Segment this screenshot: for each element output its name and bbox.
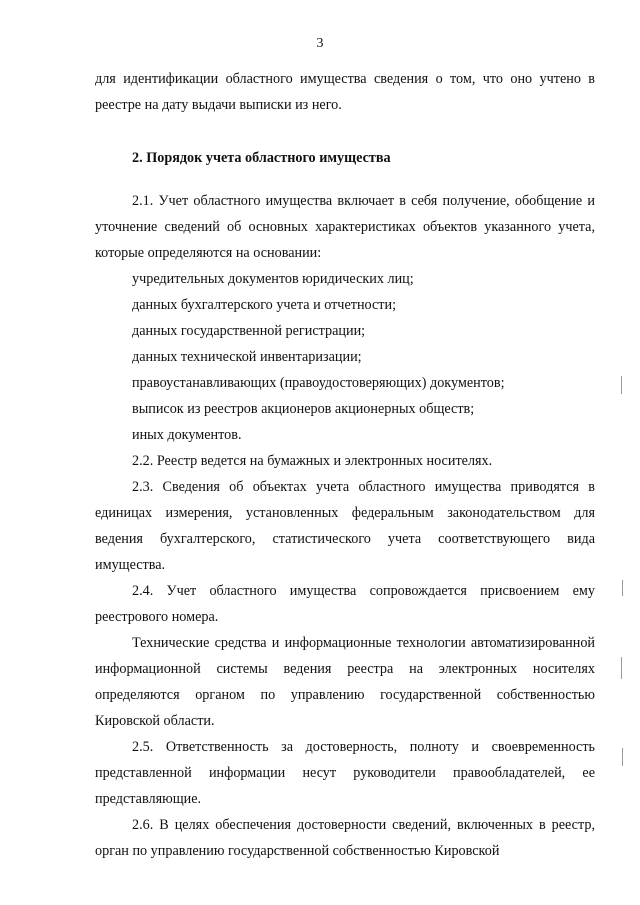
list-item: данных технической инвентаризации; <box>132 349 362 365</box>
paragraph-2-6: 2.6. В целях обеспечения достоверности сведений, включенных в реестр, орган по управлению государственной собственностью Кировской <box>95 817 595 859</box>
scan-artifact <box>621 657 622 679</box>
list-item: иных документов. <box>132 427 242 443</box>
section-heading: 2. Порядок учета областного имущества <box>132 150 391 166</box>
list-item: учредительных документов юридических лиц; <box>132 271 414 287</box>
scan-artifact <box>622 748 623 766</box>
paragraph-2-4: 2.4. Учет областного имущества сопровождается присвоением ему реестрового номера. <box>95 583 595 625</box>
list-item: правоустанавливающих (правоудостоверяющих) документов; <box>132 375 505 391</box>
document-body <box>95 66 595 864</box>
paragraph-2-3: 2.3. Сведения об объектах учета областного имущества приводятся в единицах измерения, установленных федеральным законодательством для ведения бухгалтерского, статистического учета соответствующего вида имущества. <box>95 479 595 573</box>
intro-paragraph: для идентификации областного имущества сведения о том, что оно учтено в реестре на дату выдачи выписки из него. <box>95 71 595 113</box>
list-item: данных бухгалтерского учета и отчетности; <box>132 297 397 313</box>
basis-list <box>95 266 595 448</box>
list-item: выписок из реестров акционеров акционерных обществ; <box>132 401 475 417</box>
page-number: 3 <box>316 36 324 51</box>
paragraph-2-1: 2.1. Учет областного имущества включает в себя получение, обобщение и уточнение сведений об основных характеристиках объектов указанного учета, которые определяются на основании: <box>95 193 595 261</box>
scan-artifact <box>622 580 623 596</box>
paragraph-2-2: 2.2. Реестр ведется на бумажных и электронных носителях. <box>132 453 493 469</box>
paragraph-2-4-technical: Технические средства и информационные технологии автоматизированной информационной системы ведения реестра на электронных носителях определяются органом по управлению государственной собственностью Кировской области. <box>95 635 595 729</box>
paragraph-2-5: 2.5. Ответственность за достоверность, полноту и своевременность представленной информации несут руководители правообладателей, ее представляющие. <box>95 739 595 807</box>
scan-artifact <box>621 376 622 394</box>
list-item: данных государственной регистрации; <box>132 323 366 339</box>
